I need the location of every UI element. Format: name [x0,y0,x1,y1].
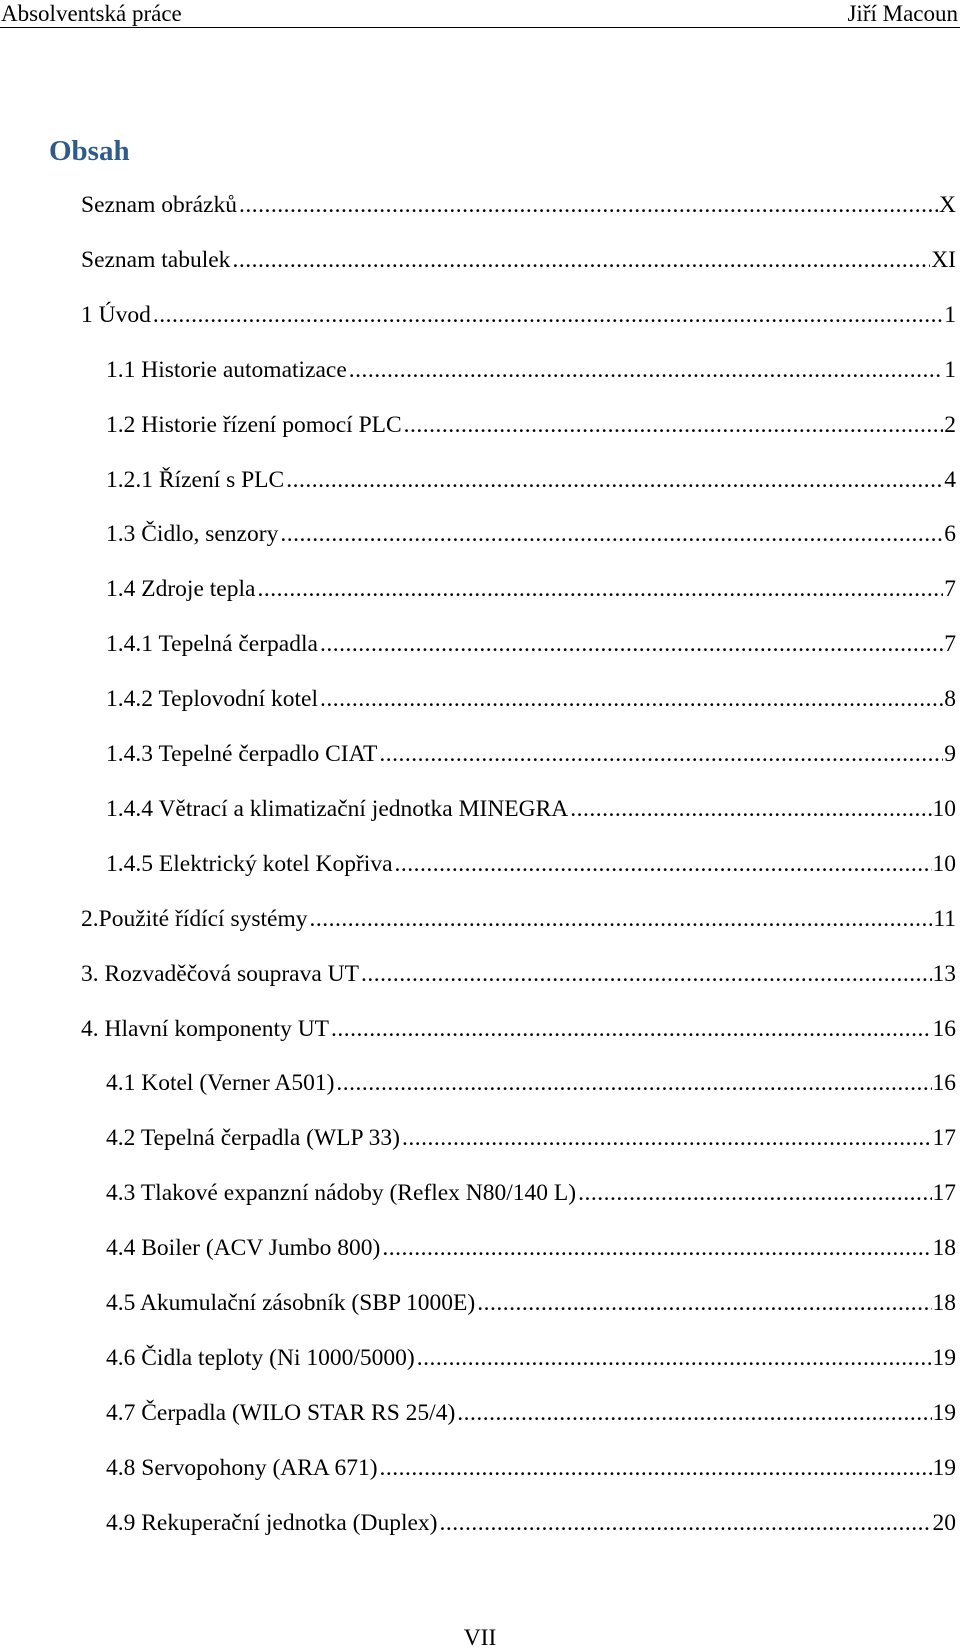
toc-entry[interactable] [106,1508,956,1538]
toc-entry[interactable] [106,1233,956,1263]
toc-entry[interactable] [106,574,956,604]
toc-entry-page: 16 [932,1016,956,1042]
toc-dot-leader [286,465,943,495]
toc-entry-title: 1.2.1 Řízení s PLC [106,467,285,493]
toc-entry[interactable] [81,245,956,275]
toc-dot-leader [379,739,943,769]
toc-entry-page: 16 [932,1070,956,1096]
toc-entry-page: 1 [944,302,956,328]
toc-dot-leader [477,1288,931,1318]
header-document-type: Absolventská práce [1,1,182,26]
toc-dot-leader [257,574,943,604]
toc-entry-page: X [939,192,956,218]
toc-dot-leader [404,410,944,440]
toc-entry[interactable] [81,1014,956,1044]
toc-entry[interactable] [106,1343,956,1373]
toc-entry[interactable] [106,355,956,385]
toc-entry-title: 4.2 Tepelná čerpadla (WLP 33) [106,1125,400,1151]
toc-dot-leader [578,1178,931,1208]
toc-entry[interactable] [106,519,956,549]
toc-entry-title: 1.1 Historie automatizace [106,357,347,383]
toc-dot-leader [320,629,943,659]
toc-dot-leader [349,355,943,385]
toc-dot-leader [331,1014,931,1044]
toc-entry-title: 1.4.1 Tepelná čerpadla [106,631,318,657]
toc-entry-title: 4. Hlavní komponenty UT [81,1016,330,1042]
toc-entry-title: 4.3 Tlakové expanzní nádoby (Reflex N80/140 L) [106,1180,577,1206]
toc-dot-leader [310,904,933,934]
toc-entry-page: 20 [932,1510,956,1536]
toc-entry[interactable] [106,684,956,714]
toc-heading: Obsah [49,135,130,167]
toc-entry-title: 4.6 Čidla teploty (Ni 1000/5000) [106,1345,415,1371]
toc-entry-page: 18 [932,1235,956,1261]
toc-entry-title: 3. Rozvaděčová souprava UT [81,961,359,987]
toc-entry-title: 4.7 Čerpadla (WILO STAR RS 25/4) [106,1400,456,1426]
toc-dot-leader [153,300,943,330]
toc-entry-title: 2.Použité řídící systémy [81,906,308,932]
toc-entry-page: 17 [932,1180,956,1206]
header-author: Jiří Macoun [847,1,958,26]
toc-entry-page: 7 [944,576,956,602]
toc-dot-leader [320,684,943,714]
toc-entry[interactable] [106,1068,956,1098]
toc-entry[interactable] [106,1123,956,1153]
toc-entry-page: 18 [932,1290,956,1316]
toc-entry[interactable] [106,1453,956,1483]
toc-entry[interactable] [81,190,956,220]
toc-entry[interactable] [106,849,956,879]
toc-entry-title: 4.4 Boiler (ACV Jumbo 800) [106,1235,381,1261]
toc-entry[interactable] [106,1178,956,1208]
toc-dot-leader [361,959,932,989]
toc-entry-title: 1.2 Historie řízení pomocí PLC [106,412,402,438]
toc-entry-title: 4.8 Servopohony (ARA 671) [106,1455,378,1481]
toc-dot-leader [380,1453,932,1483]
toc-entry-page: 19 [932,1345,956,1371]
toc-entry-title: 1.4.4 Větrací a klimatizační jednotka MINEGRA [106,796,569,822]
running-header [0,0,960,28]
toc-entry[interactable] [106,794,956,824]
toc-entry-page: 10 [932,796,956,822]
toc-entry-page: 17 [932,1125,956,1151]
toc-entry-page: 19 [932,1455,956,1481]
toc-entry-page: 19 [932,1400,956,1426]
toc-entry-page: 6 [944,521,956,547]
toc-entry-title: 1 Úvod [81,302,151,328]
toc-entry[interactable] [106,410,956,440]
toc-entry-page: 9 [944,741,956,767]
toc-entry-page: 7 [944,631,956,657]
toc-entry[interactable] [81,300,956,330]
toc-entry-page: 11 [933,906,956,932]
toc-entry-title: 1.4.3 Tepelné čerpadlo CIAT [106,741,378,767]
toc-entry-page: 8 [944,686,956,712]
toc-entry-title: 4.5 Akumulační zásobník (SBP 1000E) [106,1290,476,1316]
toc-dot-leader [570,794,931,824]
toc-dot-leader [457,1398,931,1428]
toc-dot-leader [395,849,932,879]
toc-entry-page: 13 [932,961,956,987]
toc-dot-leader [336,1068,931,1098]
toc-entry-page: 4 [944,467,956,493]
toc-dot-leader [402,1123,932,1153]
toc-entry[interactable] [106,629,956,659]
toc-dot-leader [382,1233,931,1263]
toc-entry-page: 2 [944,412,956,438]
toc-dot-leader [232,245,930,275]
toc-entry[interactable] [81,904,956,934]
toc-entry-page: 1 [944,357,956,383]
toc-entry-title: 1.3 Čidlo, senzory [106,521,279,547]
toc-entry[interactable] [106,739,956,769]
toc-entry-page: XI [931,247,956,273]
toc-entry-title: 1.4.2 Teplovodní kotel [106,686,319,712]
toc-entry-page: 10 [932,851,956,877]
toc-dot-leader [417,1343,932,1373]
toc-entry-title: Seznam obrázků [81,192,237,218]
toc-entry-title: 4.1 Kotel (Verner A501) [106,1070,335,1096]
page-number: VII [463,1625,497,1651]
toc-dot-leader [239,190,938,220]
toc-dot-leader [280,519,943,549]
toc-entry-title: 4.9 Rekuperační jednotka (Duplex) [106,1510,438,1536]
toc-entry[interactable] [106,465,956,495]
toc-entry-title: Seznam tabulek [81,247,231,273]
toc-entry-title: 1.4.5 Elektrický kotel Kopřiva [106,851,393,877]
toc-entry[interactable] [106,1398,956,1428]
toc-dot-leader [440,1508,932,1538]
toc-entry-title: 1.4 Zdroje tepla [106,576,256,602]
toc-entry[interactable] [81,959,956,989]
toc-entry[interactable] [106,1288,956,1318]
